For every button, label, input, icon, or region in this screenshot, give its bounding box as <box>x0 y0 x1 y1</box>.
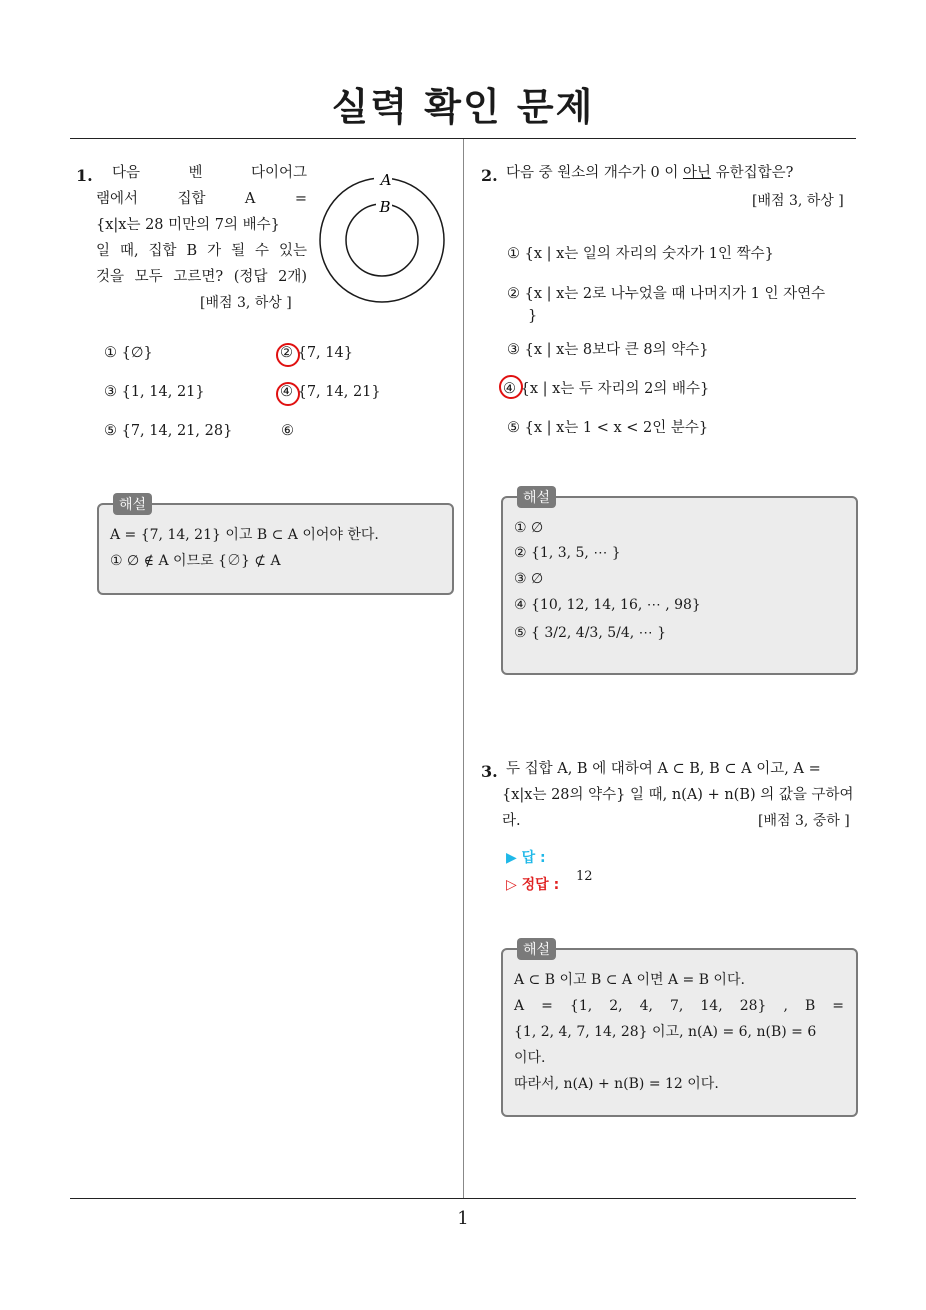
q2-question <box>506 160 793 186</box>
q1-line4: 일 때, 집합 B 가 될 수 있는 <box>96 243 307 259</box>
q2-explanation-line: ③ ∅ <box>514 571 544 587</box>
q2-score: [배점 3, 하상 ] <box>752 193 844 209</box>
q1-explanation-line: A = {7, 14, 21} 이고 B ⊂ A 이어야 한다. <box>110 527 379 543</box>
venn-label-a: A <box>380 171 392 189</box>
venn-label-b: B <box>379 198 391 216</box>
q1-line1: 다음 벤 다이어그 <box>112 165 307 181</box>
q1-choice-2[interactable]: ② {7, 14} <box>280 345 353 361</box>
q3-line3: 라. <box>502 813 521 829</box>
q1-explanation-line: ① ∅ ∉ A 이므로 {∅} ⊄ A <box>110 553 281 569</box>
q2-explanation-box <box>501 496 858 675</box>
q1-choice-1[interactable]: ① {∅} <box>104 345 153 361</box>
correct-answer-value: 12 <box>576 869 593 884</box>
q3-score: [배점 3, 중하 ] <box>758 813 850 829</box>
venn-diagram <box>318 170 446 310</box>
q2-choice-2-continued: } <box>528 308 538 324</box>
q2-explanation-line: ⑤ { 3/2, 4/3, 5/4, ⋯ } <box>514 625 667 641</box>
q2-text-emphasis: 아닌 <box>682 165 711 181</box>
q1-choice-4[interactable]: ④ {7, 14, 21} <box>280 384 381 400</box>
q2-text: 다음 중 원소의 개수가 0 이 <box>506 165 683 181</box>
bottom-rule <box>70 1198 856 1199</box>
q3-line1: 두 집합 A, B 에 대하여 A ⊂ B, B ⊂ A 이고, A = <box>506 761 821 777</box>
q2-choice-4[interactable]: ④ {x | x는 두 자리의 2의 배수} <box>503 381 710 397</box>
answer-label: ▶ 답 : <box>506 850 546 866</box>
q1-number: 1. <box>76 166 93 185</box>
page-title: 실력 확인 문제 <box>331 85 595 129</box>
q3-explanation-line: {1, 2, 4, 7, 14, 28} 이고, n(A) = 6, n(B) = 6 <box>514 1024 817 1040</box>
q3-number: 3. <box>481 762 498 781</box>
q2-explanation-line: ④ {10, 12, 14, 16, ⋯ , 98} <box>514 597 701 613</box>
q2-number: 2. <box>481 166 498 185</box>
q1-line5: 것을 모두 고르면? (정답 2개) <box>96 269 307 285</box>
q2-explanation-line: ① ∅ <box>514 520 544 536</box>
q2-explanation-label: 해설 <box>517 486 556 508</box>
q1-line3: {x|x는 28 미만의 7의 배수} <box>96 217 280 233</box>
q1-line2: 램에서 집합 A = <box>96 191 307 207</box>
q2-text: 유한집합은? <box>710 165 794 181</box>
venn-set-a <box>320 178 444 302</box>
q1-choice-3[interactable]: ③ {1, 14, 21} <box>104 384 205 400</box>
q1-score: [배점 3, 하상 ] <box>200 295 292 311</box>
q1-choice-5[interactable]: ⑤ {7, 14, 21, 28} <box>104 423 233 439</box>
q2-choice-3[interactable]: ③ {x | x는 8보다 큰 8의 약수} <box>507 342 709 358</box>
q1-choice-6[interactable]: ⑥ <box>281 423 294 439</box>
q1-explanation-label: 해설 <box>113 493 152 515</box>
q3-explanation-line: 이다. <box>514 1050 546 1066</box>
q2-choice-2[interactable]: ② {x | x는 2로 나누었을 때 나머지가 1 인 자연수 <box>507 286 826 302</box>
q3-line2: {x|x는 28의 약수} 일 때, n(A) + n(B) 의 값을 구하여 <box>502 787 854 803</box>
q2-choice-1[interactable]: ① {x | x는 일의 자리의 숫자가 1인 짝수} <box>507 246 774 262</box>
correct-answer-label: ▷ 정답 : <box>506 877 560 893</box>
page-number: 1 <box>457 1208 469 1229</box>
q3-explanation-label: 해설 <box>517 938 556 960</box>
q2-explanation-line: ② {1, 3, 5, ⋯ } <box>514 545 621 561</box>
q3-explanation-line: A ⊂ B 이고 B ⊂ A 이면 A = B 이다. <box>514 972 745 988</box>
q3-explanation-line: A = {1, 2, 4, 7, 14, 28} , B = <box>514 998 844 1014</box>
q3-explanation-line: 따라서, n(A) + n(B) = 12 이다. <box>514 1076 719 1092</box>
column-divider <box>463 139 464 1199</box>
q2-choice-5[interactable]: ⑤ {x | x는 1 < x < 2인 분수} <box>507 420 709 436</box>
